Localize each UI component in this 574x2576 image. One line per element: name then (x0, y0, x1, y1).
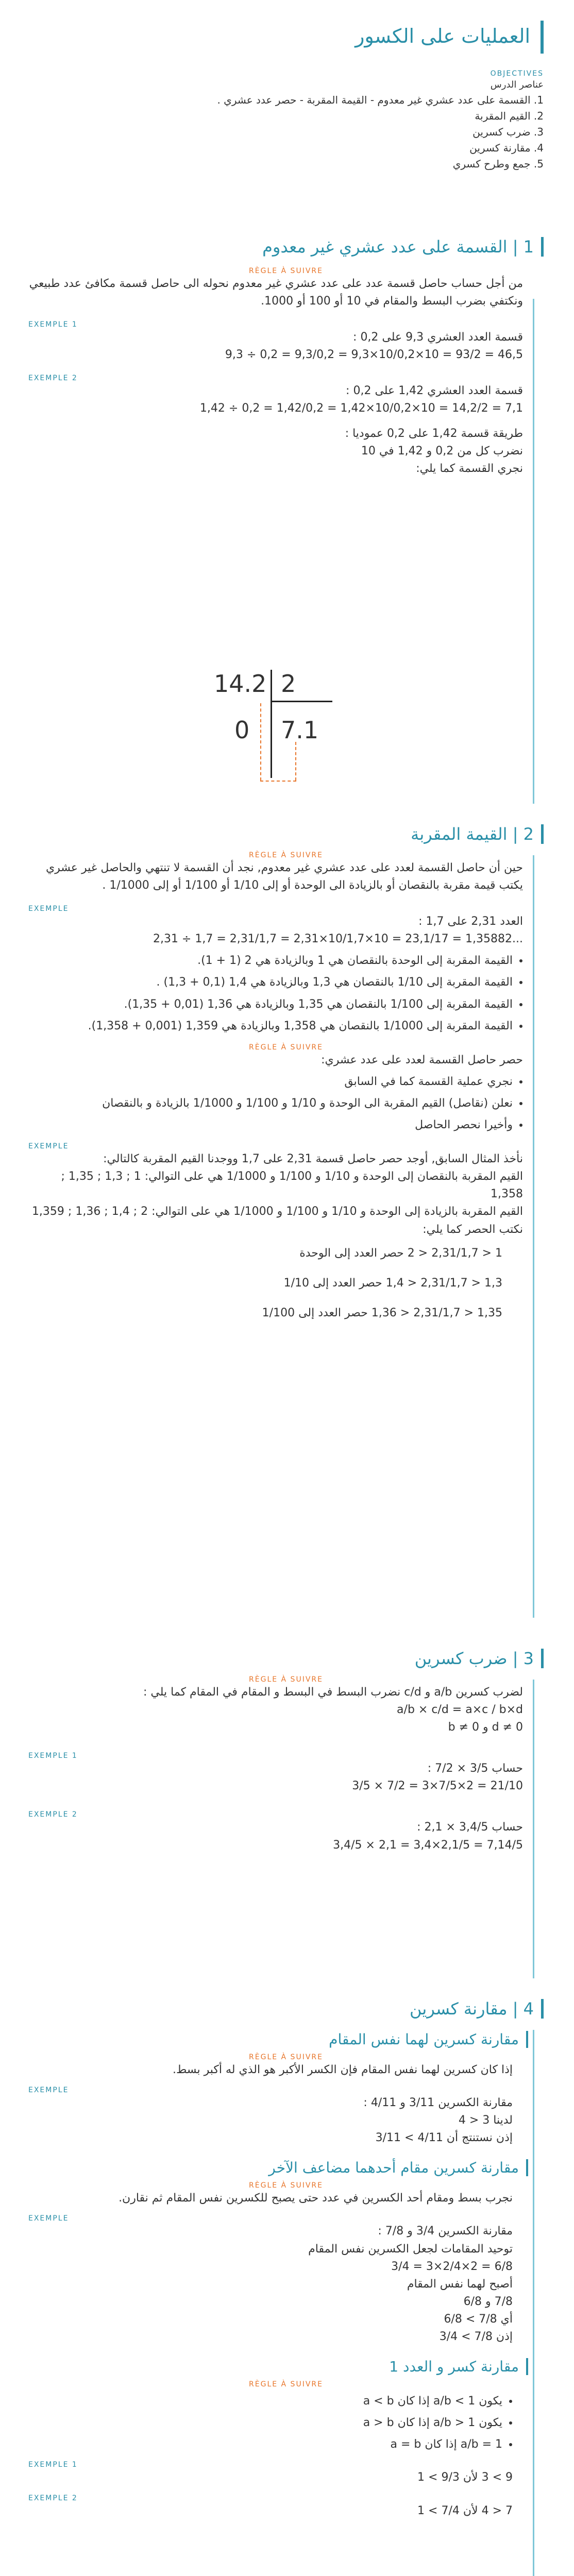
example-question: مقارنة الكسرين 3/4 و 7/8 : (378, 2225, 513, 2238)
quotient: 7.1 (281, 716, 319, 744)
objective-item: 2. القيم المقربة (475, 109, 544, 122)
rule-label: RÈGLE À SUIVRE (249, 2380, 323, 2389)
example-text: نكتب الحصر كما يلي: (423, 1223, 523, 1236)
long-division-figure (204, 665, 337, 799)
rule-label: RÈGLE À SUIVRE (249, 1043, 323, 1052)
rule-text: حين أن حاصل القسمة لعدد على عدد عشري غير معدوم, نجد أن القسمة لا تنتهي والحاصل غير عشري يكتب قيمة مقربة بالنقصان أو بالزيادة الى الوحدة أو إلى 1/10 أو 1/100 أو إلى 1/1000 . (45, 861, 523, 892)
example-line: 3/4 = 3×2/4×2 = 6/8 (391, 2260, 513, 2273)
section-heading: 2 | القيمة المقربة (28, 824, 544, 844)
bound-line: 1,3 < 2,31/1,7 < 1,4 حصر العدد إلى 1/10 (283, 1276, 502, 1290)
list-item: • القيمة المقربة إلى الوحدة بالنقصان هي 1 وبالزيادة هي 2 (1 + 1). (28, 952, 513, 970)
example-line: 7/8 و 6/8 (463, 2295, 513, 2308)
section-division (28, 237, 544, 814)
example-line: لدينا 3 < 4 (458, 2114, 513, 2127)
rule-text: حصر حاصل القسمة لعدد على عدد عشري: (321, 1053, 523, 1066)
subsection-heading: مقارنة كسرين لهما نفس المقام (28, 2031, 528, 2048)
rule-text: نجرب بسط ومقام أحد الكسرين في عدد حتى يصبح للكسرين نفس المقام ثم نقارن. (119, 2192, 513, 2205)
example-question: مقارنة الكسرين 3/11 و 4/11 : (363, 2096, 513, 2110)
section-heading: 4 | مقارنة كسرين (28, 1999, 544, 2019)
list-item: • a/b = 1 إذا كان a = b (28, 2436, 502, 2453)
subsection-heading: مقارنة كسرين مقام أحدهما مضاعف الآخر (28, 2159, 528, 2176)
bound-line: 1,35 < 2,31/1,7 < 1,36 حصر العدد إلى 1/100 (262, 1306, 502, 1319)
example-label: EXEMPLE (28, 905, 69, 913)
rule-text: من أجل حساب حاصل قسمة عدد على عدد عشري غير معدوم نحوله الى حاصل قسمة مكافئ عدد طبيعي ونكتفي بضرب البسط والمقام في 10 أو 100 أو 1000. (29, 277, 523, 308)
objective-item: 3. ضرب كسرين (472, 125, 544, 138)
example-answer: 3/5 × 7/2 = 3×7/5×2 = 21/10 (352, 1780, 523, 1793)
section-compare (28, 1999, 544, 2576)
objective-item: 4. مقارنة كسرين (469, 141, 544, 154)
example-line: أصبح لهما نفس المقام (407, 2277, 513, 2291)
approx-list (28, 952, 544, 1035)
rule-formula: a/b × c/d = a×c / b×d (397, 1703, 523, 1717)
example-line: إذن نستنتج أن 4/11 > 3/11 (375, 2131, 513, 2145)
subsection-heading: مقارنة كسر و العدد 1 (28, 2358, 528, 2375)
lesson-page (28, 21, 544, 2576)
example-line: إذن 7/8 > 3/4 (439, 2330, 513, 2344)
example-question: قسمة العدد العشري 9,3 على 0,2 : (353, 331, 523, 344)
example-label: EXEMPLE 2 (28, 1810, 78, 1819)
dividend: 14.2 (214, 670, 267, 698)
section-heading: 1 | القسمة على عدد عشري غير معدوم (28, 237, 544, 257)
objectives-label: OBJECTIVES (490, 70, 544, 78)
list-item: • القيمة المقربة إلى 1/1000 بالنقصان هي 1,358 وبالزيادة هي 1,359 (0,001 + 1,358). (28, 1018, 513, 1035)
example-label: EXEMPLE (28, 2086, 69, 2095)
list-item: • يكون a/b < 1 إذا كان a < b (28, 2393, 502, 2410)
objective-item: 1. القسمة على عدد عشري غير معدوم - القيمة المقربة - حصر عدد عشري . (217, 93, 544, 106)
rule-label: RÈGLE À SUIVRE (249, 1675, 323, 1684)
example-question: العدد 2,31 على 1,7 : (418, 915, 523, 928)
list-item: • يكون a/b > 1 إذا كان a > b (28, 2414, 502, 2432)
example-text: القيم المقربة بالزيادة إلى الوحدة و 1/10 و 1/100 و 1/1000 هي على التوالي: 2 ; 1,4 ; 1,36 ; 1,359 (31, 1205, 523, 1218)
example-note: نضرب كل من 0,2 و 1,42 في 10 (361, 444, 523, 457)
example-answer: 2,31 ÷ 1,7 = 2,31/1,7 = 2,31×10/1,7×10 = 23,1/17 = 1,35882... (153, 933, 523, 946)
example-label: EXEMPLE (28, 2214, 69, 2223)
objective-item: 5. جمع وطرح كسري (452, 157, 544, 170)
page-title: العمليات على الكسور (355, 25, 530, 47)
example-question: حساب 3/5 × 7/2 : (427, 1762, 523, 1775)
example-line: أي 7/8 > 6/8 (444, 2312, 513, 2326)
example-label: EXEMPLE 2 (28, 2494, 78, 2502)
rule-steps (28, 1073, 544, 1134)
section-heading: 3 | ضرب كسرين (28, 1649, 544, 1668)
list-item: • وأخيرا نحصر الحاصل (28, 1116, 513, 1134)
example-text: القيم المقربة بالنقصان إلى الوحدة و 1/10 و 1/100 و 1/1000 هي على التوالي: 1 ; 1,3 ; 1,35 ; 1,358 (61, 1170, 523, 1201)
example-label: EXEMPLE 2 (28, 374, 78, 383)
rule-label: RÈGLE À SUIVRE (249, 851, 323, 859)
list-item: • القيمة المقربة إلى 1/100 بالنقصان هي 1,35 وبالزيادة هي 1,36 (0,01 + 1,35). (28, 996, 513, 1013)
example-label: EXEMPLE (28, 1142, 69, 1151)
example-question: قسمة العدد العشري 1,42 على 0,2 : (346, 384, 523, 398)
example-line: توحيد المقامات لجعل الكسرين نفس المقام (308, 2242, 513, 2256)
example-note: نجري القسمة كما يلي: (416, 462, 523, 475)
section-approx (28, 824, 544, 1638)
list-item: • نعلن (نقاصل) القيم المقربة الى الوحدة و 1/10 و 1/100 و 1/1000 بالزيادة و بالنقصان (28, 1095, 513, 1112)
remainder: 0 (234, 716, 250, 744)
compare-rules (28, 2393, 544, 2453)
lesson-title-bar (25, 21, 544, 54)
rule-label: RÈGLE À SUIVRE (249, 267, 323, 275)
example-question: حساب 3,4/5 × 2,1 : (417, 1821, 523, 1834)
example-answer: 3,4/5 × 2,1 = 3,4×2,1/5 = 7,14/5 (333, 1838, 523, 1852)
example-line: 7 < 4 لأن 7/4 > 1 (417, 2504, 513, 2517)
objectives-box (59, 70, 544, 172)
example-text: نأخذ المثال السابق, أوجد حصر حاصل قسمة 2,31 على 1,7 ووجدنا القيم المقربة كالتالي: (103, 1153, 523, 1166)
divisor: 2 (281, 670, 296, 698)
section-multiply (28, 1649, 544, 1989)
rule-label: RÈGLE À SUIVRE (249, 2053, 323, 2061)
example-answer: 9,3 ÷ 0,2 = 9,3/0,2 = 9,3×10/0,2×10 = 93/2 = 46,5 (225, 348, 523, 362)
list-item: • القيمة المقربة إلى 1/10 بالنقصان هي 1,3 وبالزيادة هي 1,4 (0,1 + 1,3) . (28, 974, 513, 991)
list-item: • نجري عملية القسمة كما في السابق (28, 1073, 513, 1091)
bound-line: 1 < 2,31/1,7 < 2 حصر العدد إلى الوحدة (299, 1246, 502, 1260)
example-note: طريقة قسمة 1,42 على 0,2 عموديا : (345, 427, 523, 440)
example-answer: 1,42 ÷ 0,2 = 1,42/0,2 = 1,42×10/0,2×10 = 14,2/2 = 7,1 (199, 402, 523, 415)
example-label: EXEMPLE 1 (28, 320, 78, 329)
objectives-heading: عناصر الدرس (490, 79, 544, 90)
rule-text: لضرب كسرين a/b و c/d نضرب البسط في البسط و المقام في المقام كما يلي : (143, 1686, 523, 1699)
example-label: EXEMPLE 1 (28, 1752, 78, 1760)
example-line: 9 > 3 لأن 9/3 > 1 (417, 2471, 513, 2484)
rule-text: إذا كان كسرين لهما نفس المقام فإن الكسر الأكبر هو الذي له أكبر بسط. (173, 2063, 513, 2076)
rule-label: RÈGLE À SUIVRE (249, 2181, 323, 2190)
example-label: EXEMPLE 1 (28, 2461, 78, 2469)
rule-condition: b ≠ 0 و d ≠ 0 (448, 1721, 523, 1734)
